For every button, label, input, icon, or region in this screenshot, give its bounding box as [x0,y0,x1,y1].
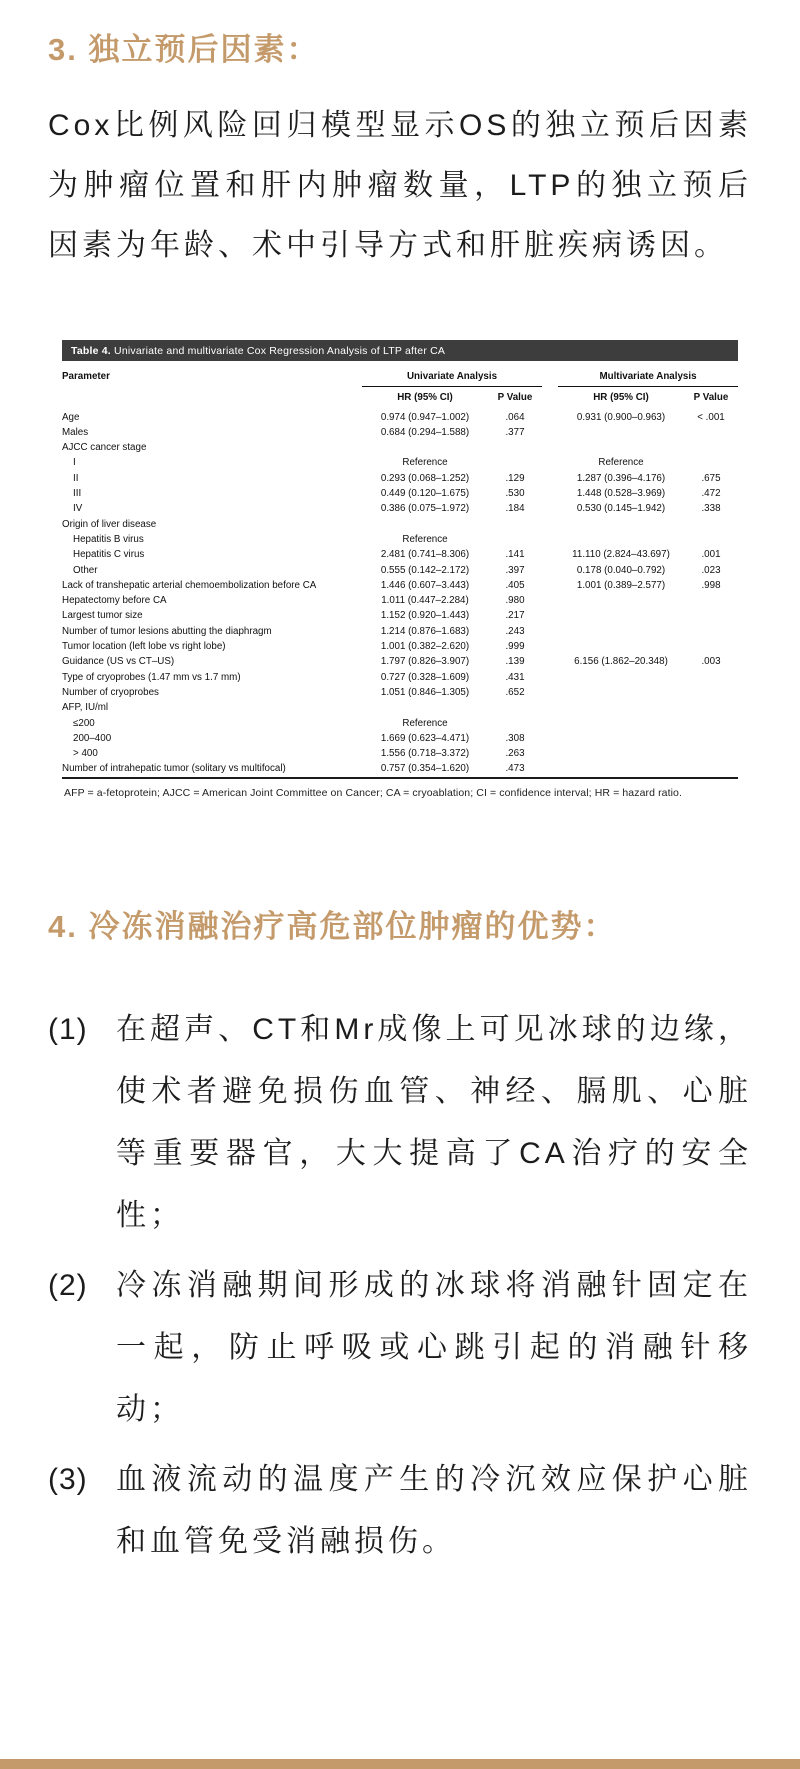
multi-p-cell [684,685,738,700]
table-row [62,654,738,669]
uni-hr-cell: 0.684 (0.294–1.588) [380,426,470,438]
multi-hr-cell [558,593,684,608]
bottom-accent-bar [0,1759,800,1769]
multi-hr-cell [558,425,684,440]
uni-p-cell [488,716,542,731]
parameter-cell: Number of cryoprobes [62,686,159,698]
table-row [62,716,738,731]
uni-hr-cell: 0.974 (0.947–1.002) [380,411,470,423]
uni-p-cell: .064 [505,411,525,423]
uni-p-cell [488,517,542,532]
uni-hr-cell: 1.001 (0.382–2.620) [380,641,470,653]
spacer-cell [542,670,558,685]
table-row [62,639,738,654]
uni-p-cell: .217 [505,610,525,622]
uni-p-cell: .184 [505,503,525,515]
multi-hr-cell [558,746,684,761]
multi-hr-cell: 6.156 (1.862–20.348) [574,656,668,668]
multi-hr-cell: 1.287 (0.396–4.176) [576,472,666,484]
table-row [62,517,738,532]
uni-p-cell: .530 [505,488,525,500]
multi-p-cell: .998 [701,579,721,591]
multi-hr-cell [558,624,684,639]
list-item-text: 血液流动的温度产生的冷沉效应保护心脏和血管免受消融损伤。 [116,1462,752,1558]
parameter-cell: II [73,472,79,484]
spacer-cell [542,455,558,470]
parameter-cell: Guidance (US vs CT–US) [62,656,175,668]
parameter-cell: Other [73,564,98,576]
table-row [62,455,738,470]
parameter-cell: Hepatectomy before CA [62,595,167,607]
table-row [62,700,738,715]
multi-p-cell [684,700,738,715]
multi-hr-cell [558,532,684,547]
uni-hr-cell: 1.011 (0.447–2.284) [381,595,469,607]
table-row [62,608,738,623]
uni-hr-cell: 1.214 (0.876–1.683) [380,625,470,637]
list-item [48,1449,752,1573]
uni-p-cell: .139 [505,656,525,668]
spacer-cell [542,731,558,746]
spacer-cell [542,440,558,455]
uni-p-cell: .129 [505,472,525,484]
uni-hr-cell [362,700,488,715]
parameter-cell: > 400 [73,748,98,760]
spacer-cell [542,425,558,440]
uni-hr-cell: Reference [402,717,448,729]
table-row [62,425,738,440]
table-4-footnote: AFP = a-fetoprotein; AJCC = American Joint Committee on Cancer; CA = cryoablation; CI = confidence interval; HR = hazard ratio. [64,786,683,799]
col-header-multi-p: P Value [693,392,729,404]
multi-hr-cell: 0.178 (0.040–0.792) [576,564,666,576]
multi-p-cell [684,731,738,746]
multi-p-cell [684,593,738,608]
multi-p-cell [684,761,738,777]
table-row [62,731,738,746]
multi-hr-cell: 11.110 (2.824–43.697) [572,549,670,561]
spacer-cell [542,563,558,578]
uni-p-cell [488,532,542,547]
uni-p-cell: .243 [505,625,525,637]
col-header-multi-hr: HR (95% CI) [593,392,649,404]
spacer-cell [542,486,558,501]
parameter-cell: Largest tumor size [62,610,143,622]
spacer-cell [542,501,558,516]
table-row [62,593,738,608]
table-row [62,578,738,593]
multi-hr-cell [558,517,684,532]
spacer-cell [542,471,558,486]
parameter-cell: AJCC cancer stage [62,442,147,454]
uni-hr-cell [362,440,488,455]
parameter-cell: Origin of liver disease [62,518,157,530]
multi-p-cell: .472 [701,488,721,500]
spacer-cell [542,547,558,562]
uni-hr-cell: 0.449 (0.120–1.675) [380,488,470,500]
spacer-cell [542,654,558,669]
uni-hr-cell: 2.481 (0.741–8.306) [380,549,470,561]
cox-regression-table [62,361,738,779]
uni-hr-cell: 0.757 (0.354–1.620) [380,763,470,775]
col-group-multivariate: Multivariate Analysis [558,361,738,387]
uni-hr-cell: 1.446 (0.607–3.443) [380,579,470,591]
col-spacer [542,361,558,408]
multi-p-cell [684,639,738,654]
multi-p-cell [684,440,738,455]
parameter-cell: III [73,488,82,500]
table-row [62,547,738,562]
parameter-cell: 200–400 [73,732,112,744]
multi-hr-cell: Reference [598,457,644,469]
parameter-cell: I [73,457,76,469]
uni-hr-cell: 1.051 (0.846–1.305) [380,686,470,698]
parameter-cell: Lack of transhepatic arterial chemoembolization before CA [62,579,317,591]
uni-hr-cell: 0.293 (0.068–1.252) [380,472,470,484]
multi-hr-cell [558,608,684,623]
multi-p-cell: .338 [701,503,721,515]
multi-p-cell [684,425,738,440]
uni-hr-cell: 0.555 (0.142–2.172) [380,564,470,576]
spacer-cell [542,685,558,700]
section-3-heading: 3. 独立预后因素： [48,32,320,67]
spacer-cell [542,608,558,623]
table-row [62,685,738,700]
uni-hr-cell: Reference [402,457,448,469]
uni-p-cell: .999 [505,641,525,653]
table-row [62,486,738,501]
uni-hr-cell: 0.386 (0.075–1.972) [380,503,470,515]
multi-hr-cell [558,700,684,715]
multi-hr-cell [558,716,684,731]
multi-hr-cell [558,761,684,777]
parameter-cell: AFP, IU/ml [62,702,109,714]
multi-p-cell [684,716,738,731]
spacer-cell [542,716,558,731]
spacer-cell [542,578,558,593]
multi-hr-cell [558,639,684,654]
multi-p-cell: .675 [701,472,721,484]
spacer-cell [542,639,558,654]
multi-hr-cell [558,731,684,746]
uni-p-cell: .980 [505,595,525,607]
uni-p-cell: .473 [505,763,525,775]
spacer-cell [542,532,558,547]
uni-hr-cell: Reference [402,533,448,545]
spacer-cell [542,746,558,761]
uni-p-cell [488,700,542,715]
list-item-number: (3) [48,1462,88,1496]
uni-hr-cell [362,517,488,532]
multi-hr-cell: 0.931 (0.900–0.963) [576,411,666,423]
col-header-uni-hr: HR (95% CI) [397,392,453,404]
table-4-title-text: Univariate and multivariate Cox Regression Analysis of LTP after CA [114,345,446,357]
multi-p-cell [684,455,738,470]
table-row [62,532,738,547]
list-item [48,999,752,1247]
multi-p-cell: .023 [701,564,721,576]
uni-hr-cell: 1.152 (0.920–1.443) [380,610,470,622]
section-4-heading: 4. 冷冻消融治疗高危部位肿瘤的优势： [48,908,617,944]
parameter-cell: Tumor location (left lobe vs right lobe) [62,641,226,653]
multi-p-cell: .003 [701,656,721,668]
parameter-cell: Hepatitis B virus [73,533,144,545]
multi-hr-cell [558,685,684,700]
uni-p-cell [488,440,542,455]
spacer-cell [542,761,558,777]
multi-p-cell [684,624,738,639]
spacer-cell [542,700,558,715]
section-3-paragraph: Cox比例风险回归模型显示OS的独立预后因素为肿瘤位置和肝内肿瘤数量，LTP的独立预后因素为年龄、术中引导方式和肝脏疾病诱因。 [48,109,752,262]
uni-p-cell [488,455,542,470]
parameter-cell: Number of tumor lesions abutting the diaphragm [62,625,272,637]
table-row [62,440,738,455]
table-row [62,408,738,425]
table-row [62,624,738,639]
uni-p-cell: .308 [505,732,525,744]
uni-hr-cell: 0.727 (0.328–1.609) [380,671,470,683]
list-item-text: 在超声、CT和Mr成像上可见冰球的边缘，使术者避免损伤血管、神经、膈肌、心脏等重要器官，大大提高了CA治疗的安全性； [116,1012,752,1232]
parameter-cell: IV [73,503,83,515]
table-group-header-row [62,361,738,387]
table-4-figure [62,340,738,799]
list-item-text: 冷冻消融期间形成的冰球将消融针固定在一起，防止呼吸或心跳引起的消融针移动； [116,1268,752,1426]
multi-hr-cell: 1.001 (0.389–2.577) [576,579,666,591]
multi-p-cell [684,532,738,547]
uni-hr-cell: 1.797 (0.826–3.907) [380,656,470,668]
uni-p-cell: .405 [505,579,525,591]
col-group-univariate: Univariate Analysis [362,361,542,387]
uni-p-cell: .263 [505,748,525,760]
multi-p-cell: < .001 [697,411,725,423]
parameter-cell: ≤200 [73,717,95,729]
uni-p-cell: .431 [505,671,525,683]
multi-p-cell [684,746,738,761]
uni-hr-cell: 1.556 (0.718–3.372) [380,748,470,760]
table-row [62,563,738,578]
advantages-list [48,999,752,1573]
table-row [62,670,738,685]
parameter-cell: Type of cryoprobes (1.47 mm vs 1.7 mm) [62,671,241,683]
uni-p-cell: .377 [505,426,525,438]
table-4-title-bar [62,340,738,361]
list-item [48,1255,752,1441]
multi-hr-cell: 1.448 (0.528–3.969) [576,488,666,500]
list-item-number: (2) [48,1268,88,1302]
uni-p-cell: .141 [505,549,525,561]
spacer-cell [542,408,558,425]
col-header-uni-p: P Value [497,392,533,404]
table-row [62,471,738,486]
table-row [62,501,738,516]
multi-p-cell [684,517,738,532]
parameter-cell: Hepatitis C virus [73,549,145,561]
multi-p-cell [684,670,738,685]
uni-p-cell: .397 [505,564,525,576]
uni-p-cell: .652 [505,686,525,698]
multi-hr-cell: 0.530 (0.145–1.942) [576,503,666,515]
col-header-parameter: Parameter [62,371,110,382]
list-item-number: (1) [48,1012,88,1046]
table-row [62,761,738,777]
parameter-cell: Number of intrahepatic tumor (solitary vs multifocal) [62,763,286,775]
uni-hr-cell: 1.669 (0.623–4.471) [380,732,470,744]
parameter-cell: Males [62,426,89,438]
table-row [62,746,738,761]
spacer-cell [542,593,558,608]
multi-hr-cell [558,440,684,455]
parameter-cell: Age [62,411,80,423]
table-4-title-label: Table 4. [71,345,111,357]
spacer-cell [542,624,558,639]
multi-hr-cell [558,670,684,685]
multi-p-cell: .001 [701,549,721,561]
multi-p-cell [684,608,738,623]
spacer-cell [542,517,558,532]
